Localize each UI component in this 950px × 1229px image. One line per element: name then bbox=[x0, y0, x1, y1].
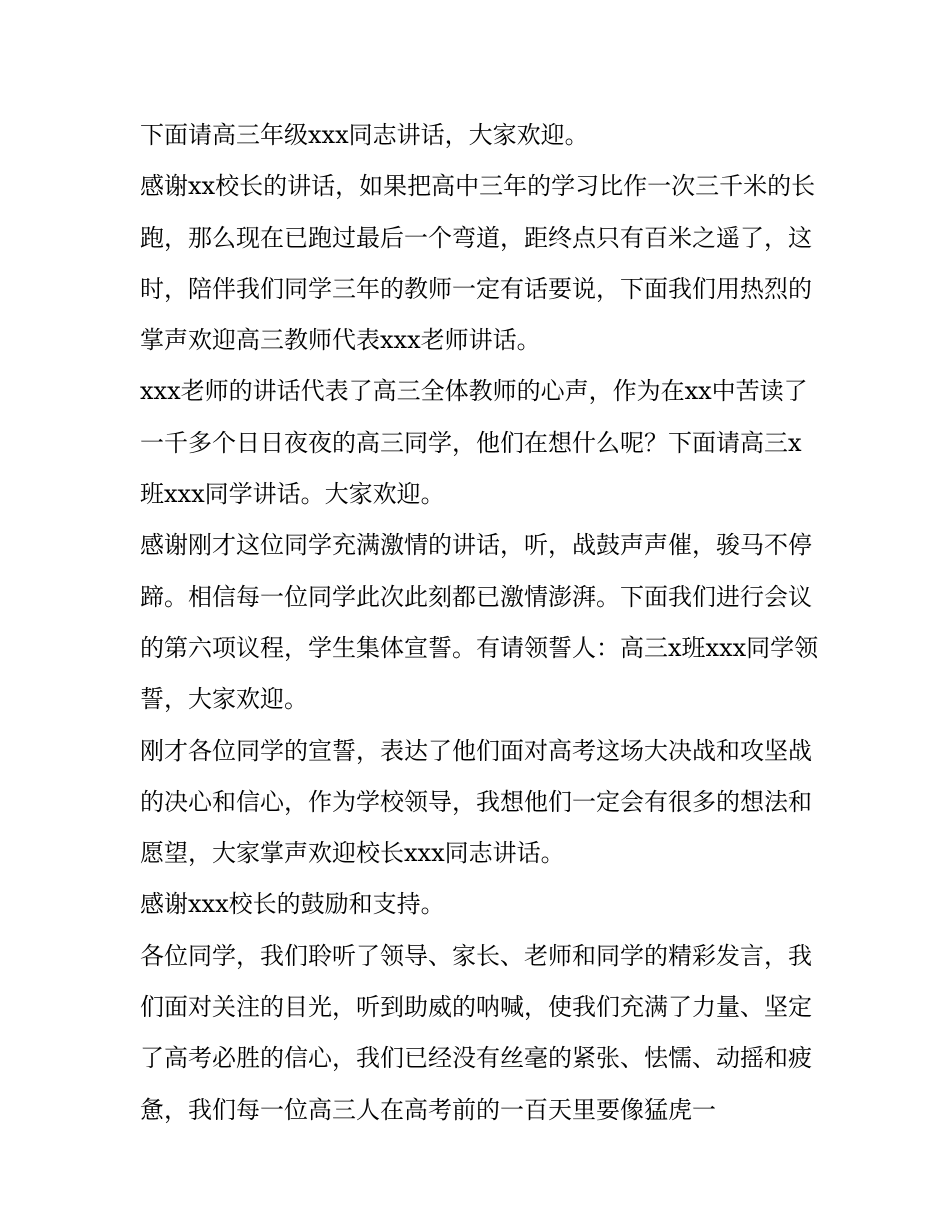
paragraph-6: 感谢xxx校长的鼓励和支持。 bbox=[140, 890, 445, 919]
paragraph-7: 各位同学，我们聆听了领导、家长、老师和同学的精彩发言，我们面对关注的目光，听到助威的呐喊，使我们充满了力量、坚定了高考必胜的信心，我们已经没有丝毫的紧张、怯懦、动摇和疲惫，我们每一位高三人在高考前的一百天里要像猛虎一 bbox=[140, 941, 812, 1124]
paragraph-1: 下面请高三年级xxx同志讲话，大家欢迎。 bbox=[140, 121, 589, 149]
document-body bbox=[140, 110, 820, 1136]
paragraph-4: 感谢刚才这位同学充满激情的讲话，听，战鼓声声催，骏马不停蹄。相信每一位同学此次此刻都已激情澎湃。下面我们进行会议的第六项议程，学生集体宣誓。有请领誓人：高三x班xxx同学领誓，大家欢迎。 bbox=[140, 531, 819, 714]
paragraph-5: 刚才各位同学的宣誓，表达了他们面对高考这场大决战和攻坚战的决心和信心，作为学校领导，我想他们一定会有很多的想法和愿望，大家掌声欢迎校长xxx同志讲话。 bbox=[140, 736, 812, 868]
paragraph-2: 感谢xx校长的讲话，如果把高中三年的学习比作一次三千米的长跑，那么现在已跑过最后一个弯道，距终点只有百米之遥了，这时，陪伴我们同学三年的教师一定有话要说，下面我们用热烈的掌声欢迎高三教师代表xxx老师讲话。 bbox=[140, 172, 816, 355]
paragraph-3: xxx老师的讲话代表了高三全体教师的心声，作为在xx中苦读了一千多个日日夜夜的高三同学，他们在想什么呢？下面请高三x班xxx同学讲话。大家欢迎。 bbox=[140, 377, 808, 509]
